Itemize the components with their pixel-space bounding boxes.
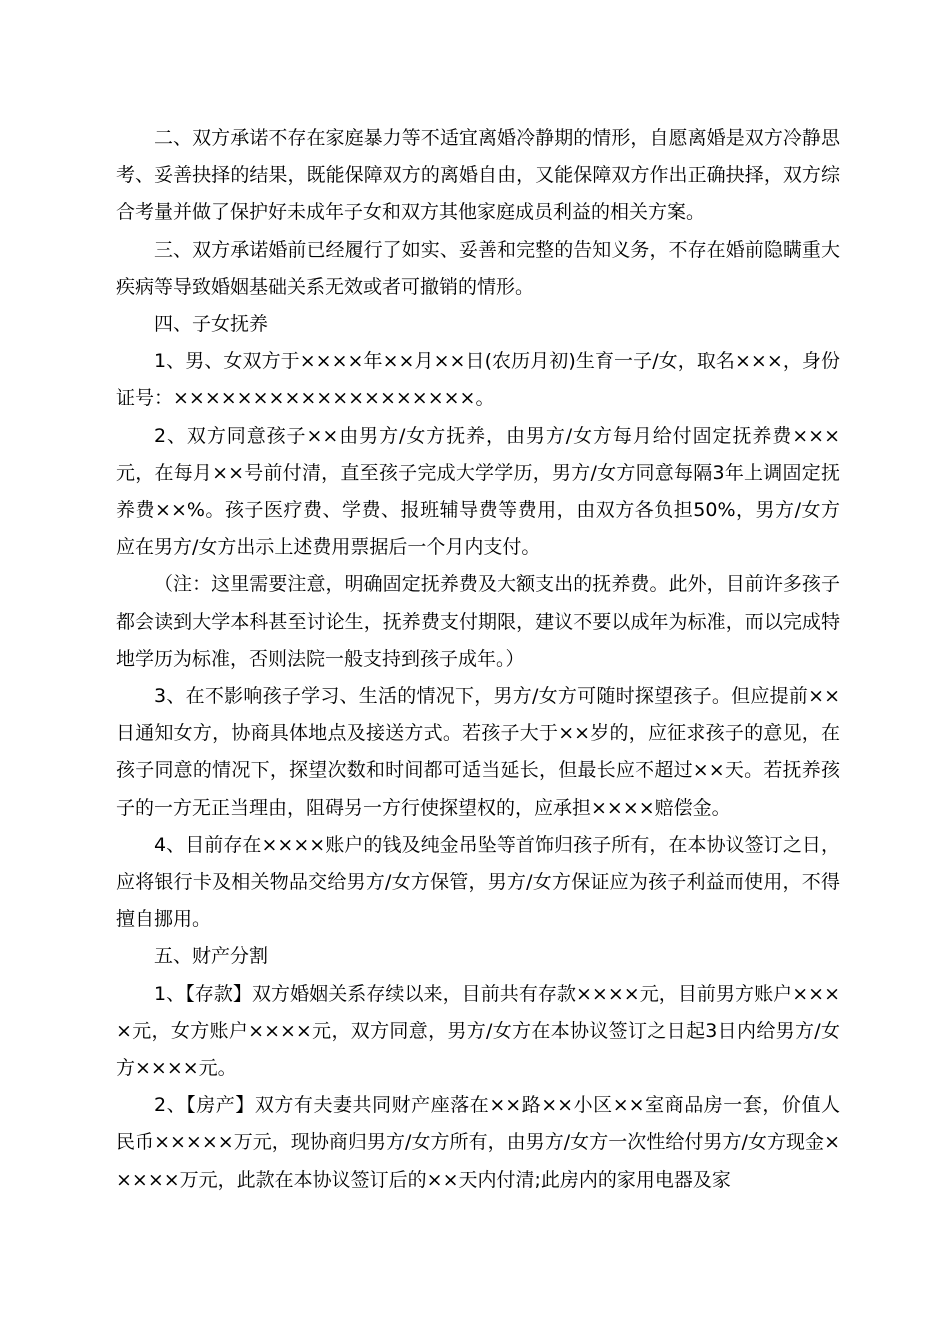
clause-three-disclosure-obligation: 三、双方承诺婚前已经履行了如实、妥善和完整的告知义务，不存在婚前隐瞒重大疾病等导致婚姻基础关系无效或者可撤销的情形。 xyxy=(116,238,840,298)
child-custody-item-1: 1、男、女双方于××××年××月××日(农历月初)生育一子/女，取名×××，身份证号：×××××××××××××××××××。 xyxy=(116,350,840,410)
child-custody-item-4: 4、目前存在××××账户的钱及纯金吊坠等首饰归孩子所有，在本协议签订之日，应将银行卡及相关物品交给男方/女方保管，男方/女方保证应为孩子利益而使用，不得擅自挪用。 xyxy=(116,833,840,931)
child-custody-note: （注：这里需要注意，明确固定抚养费及大额支出的抚养费。此外，目前许多孩子都会读到大学本科甚至讨论生，抚养费支付期限，建议不要以成年为标准，而以完成特地学历为标准，否则法院一般支持到孩子成年。） xyxy=(116,573,840,670)
clause-two-no-domestic-violence: 二、双方承诺不存在家庭暴力等不适宜离婚冷静期的情形，自愿离婚是双方冷静思考、妥善抉择的结果，既能保障双方的离婚自由，又能保障双方作出正确抉择，双方综合考量并做了保护好未成年子女和双方其他家庭成员利益的相关方案。 xyxy=(116,127,840,224)
section-heading-child-custody: 四、子女抚养 xyxy=(154,313,269,336)
child-custody-item-2: 2、双方同意孩子××由男方/女方抚养，由男方/女方每月给付固定抚养费×××元，在每月××号前付清，直至孩子完成大学学历，男方/女方同意每隔3年上调固定抚养费××%。孩子医疗费、学费、报班辅导费等费用，由双方各负担50%，男方/女方应在男方/女方出示上述费用票据后一个月内支付。 xyxy=(116,424,840,559)
child-custody-item-3: 3、在不影响孩子学习、生活的情况下，男方/女方可随时探望孩子。但应提前××日通知女方，协商具体地点及接送方式。若孩子大于××岁的，应征求孩子的意见，在孩子同意的情况下，探望次数和时间都可适当延长，但最长应不超过××天。若抚养孩子的一方无正当理由，阻碍另一方行使探望权的，应承担××××赔偿金。 xyxy=(116,685,840,819)
property-item-2-real-estate: 2、【房产】双方有夫妻共同财产座落在××路××小区××室商品房一套，价值人民币×××××万元，现协商归男方/女方所有，由男方/女方一次性给付男方/女方现金×××××万元，此款在本协议签订后的××天内付清;此房内的家用电器及家 xyxy=(116,1094,840,1191)
document-body xyxy=(116,120,840,1199)
section-heading-property-division: 五、财产分割 xyxy=(154,945,269,968)
property-item-1-savings: 1、【存款】双方婚姻关系存续以来，目前共有存款××××元，目前男方账户××××元，女方账户××××元，双方同意，男方/女方在本协议签订之日起3日内给男方/女方××××元。 xyxy=(116,982,840,1080)
